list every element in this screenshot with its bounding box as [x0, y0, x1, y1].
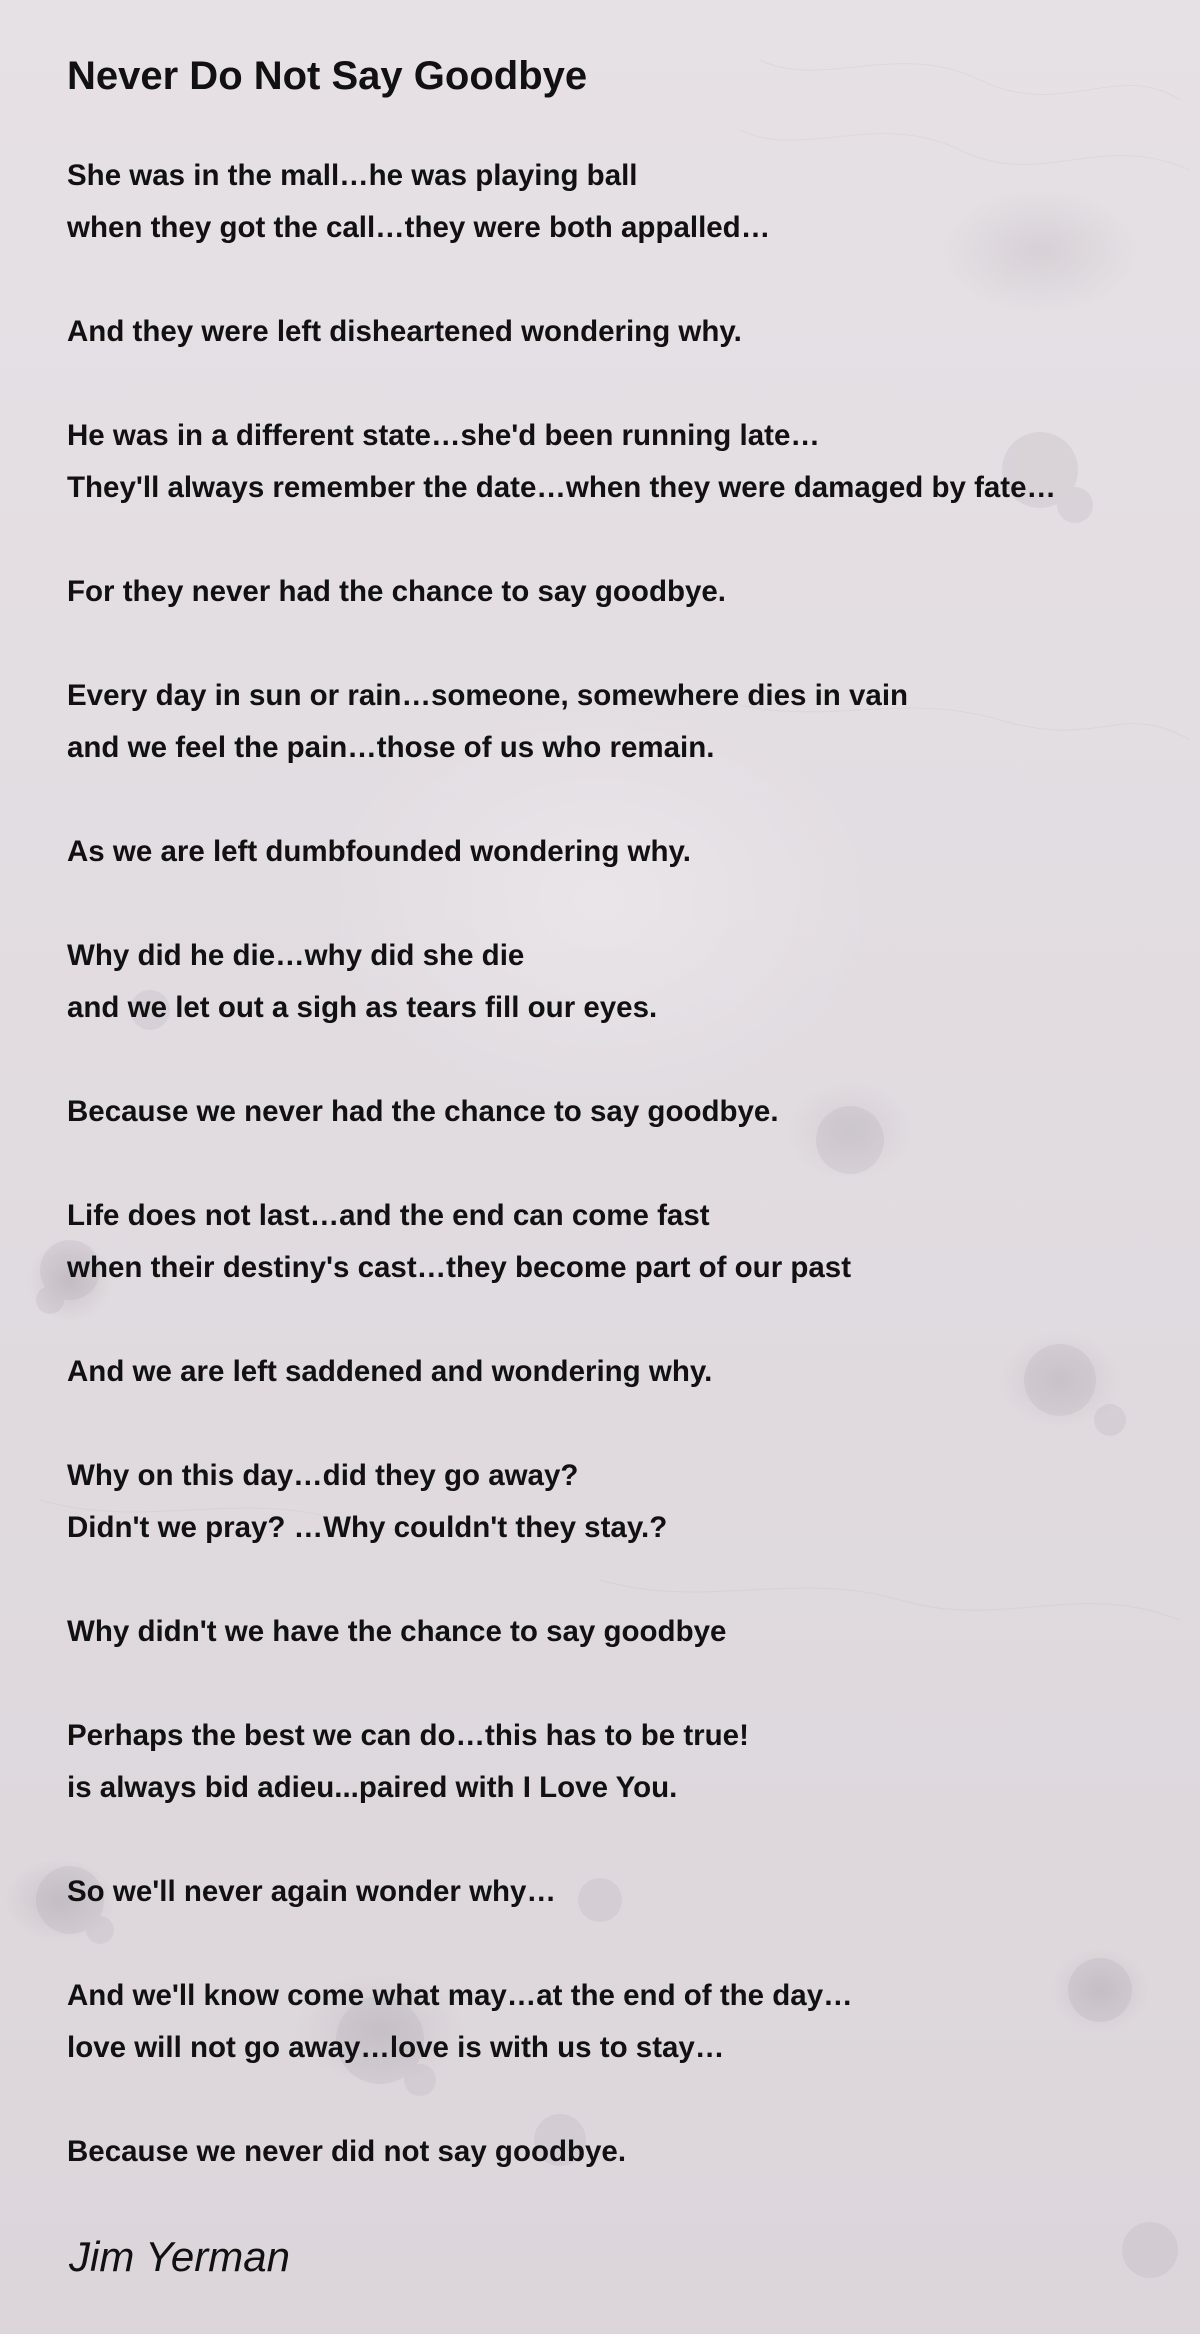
- poem-line: And we'll know come what may…at the end of the day…: [67, 1979, 853, 2012]
- poem-line: Because we never did not say goodbye.: [67, 2135, 627, 2168]
- poem-line: Every day in sun or rain…someone, somewhere dies in vain: [67, 679, 909, 712]
- poem-title: Never Do Not Say Goodbye: [67, 54, 588, 98]
- stanza: [67, 150, 1187, 254]
- poem-line: They'll always remember the date…when they were damaged by fate…: [67, 471, 1057, 504]
- poem-author: Jim Yerman: [69, 2233, 290, 2280]
- poem-line: He was in a different state…she'd been running late…: [67, 419, 820, 452]
- stanza: [67, 1450, 1187, 1554]
- stanza: [67, 1866, 1187, 1918]
- poem-line: is always bid adieu...paired with I Love You.: [67, 1771, 678, 1804]
- poem-line: Why didn't we have the chance to say goodbye: [67, 1615, 727, 1648]
- poem-line: and we feel the pain…those of us who remain.: [67, 731, 715, 764]
- stanza: [67, 930, 1187, 1034]
- poem-line: and we let out a sigh as tears fill our eyes.: [67, 991, 658, 1024]
- stanza: [67, 306, 1187, 358]
- poem-line: love will not go away…love is with us to stay…: [67, 2031, 725, 2064]
- stanza: [67, 826, 1187, 878]
- poem-line: And they were left disheartened wondering why.: [67, 315, 742, 348]
- poem-line: Didn't we pray? …Why couldn't they stay.?: [67, 1511, 668, 1544]
- stanza: [67, 1346, 1187, 1398]
- poem-line: As we are left dumbfounded wondering why.: [67, 835, 691, 868]
- stanza: [67, 1086, 1187, 1138]
- stanza: [67, 1606, 1187, 1658]
- stanza: [67, 1710, 1187, 1814]
- poem-line: Because we never had the chance to say goodbye.: [67, 1095, 779, 1128]
- poem-line: Why on this day…did they go away?: [67, 1459, 579, 1492]
- poem-line: And we are left saddened and wondering why.: [67, 1355, 713, 1388]
- stanza: [67, 1970, 1187, 2074]
- poem-line: when their destiny's cast…they become part of our past: [67, 1251, 852, 1284]
- stanza: [67, 410, 1187, 514]
- poem-line: Perhaps the best we can do…this has to be true!: [67, 1719, 749, 1752]
- stanza: [67, 566, 1187, 618]
- poem-line: For they never had the chance to say goodbye.: [67, 575, 726, 608]
- stanza: [67, 670, 1187, 774]
- poem-line: Why did he die…why did she die: [67, 939, 525, 972]
- stanza: [67, 2126, 1187, 2178]
- poem-line: Life does not last…and the end can come fast: [67, 1199, 710, 1232]
- poem-line: She was in the mall…he was playing ball: [67, 159, 638, 192]
- poem-body: [67, 150, 1187, 2230]
- poem-line: when they got the call…they were both appalled…: [67, 211, 771, 244]
- poem-line: So we'll never again wonder why…: [67, 1875, 556, 1908]
- stanza: [67, 1190, 1187, 1294]
